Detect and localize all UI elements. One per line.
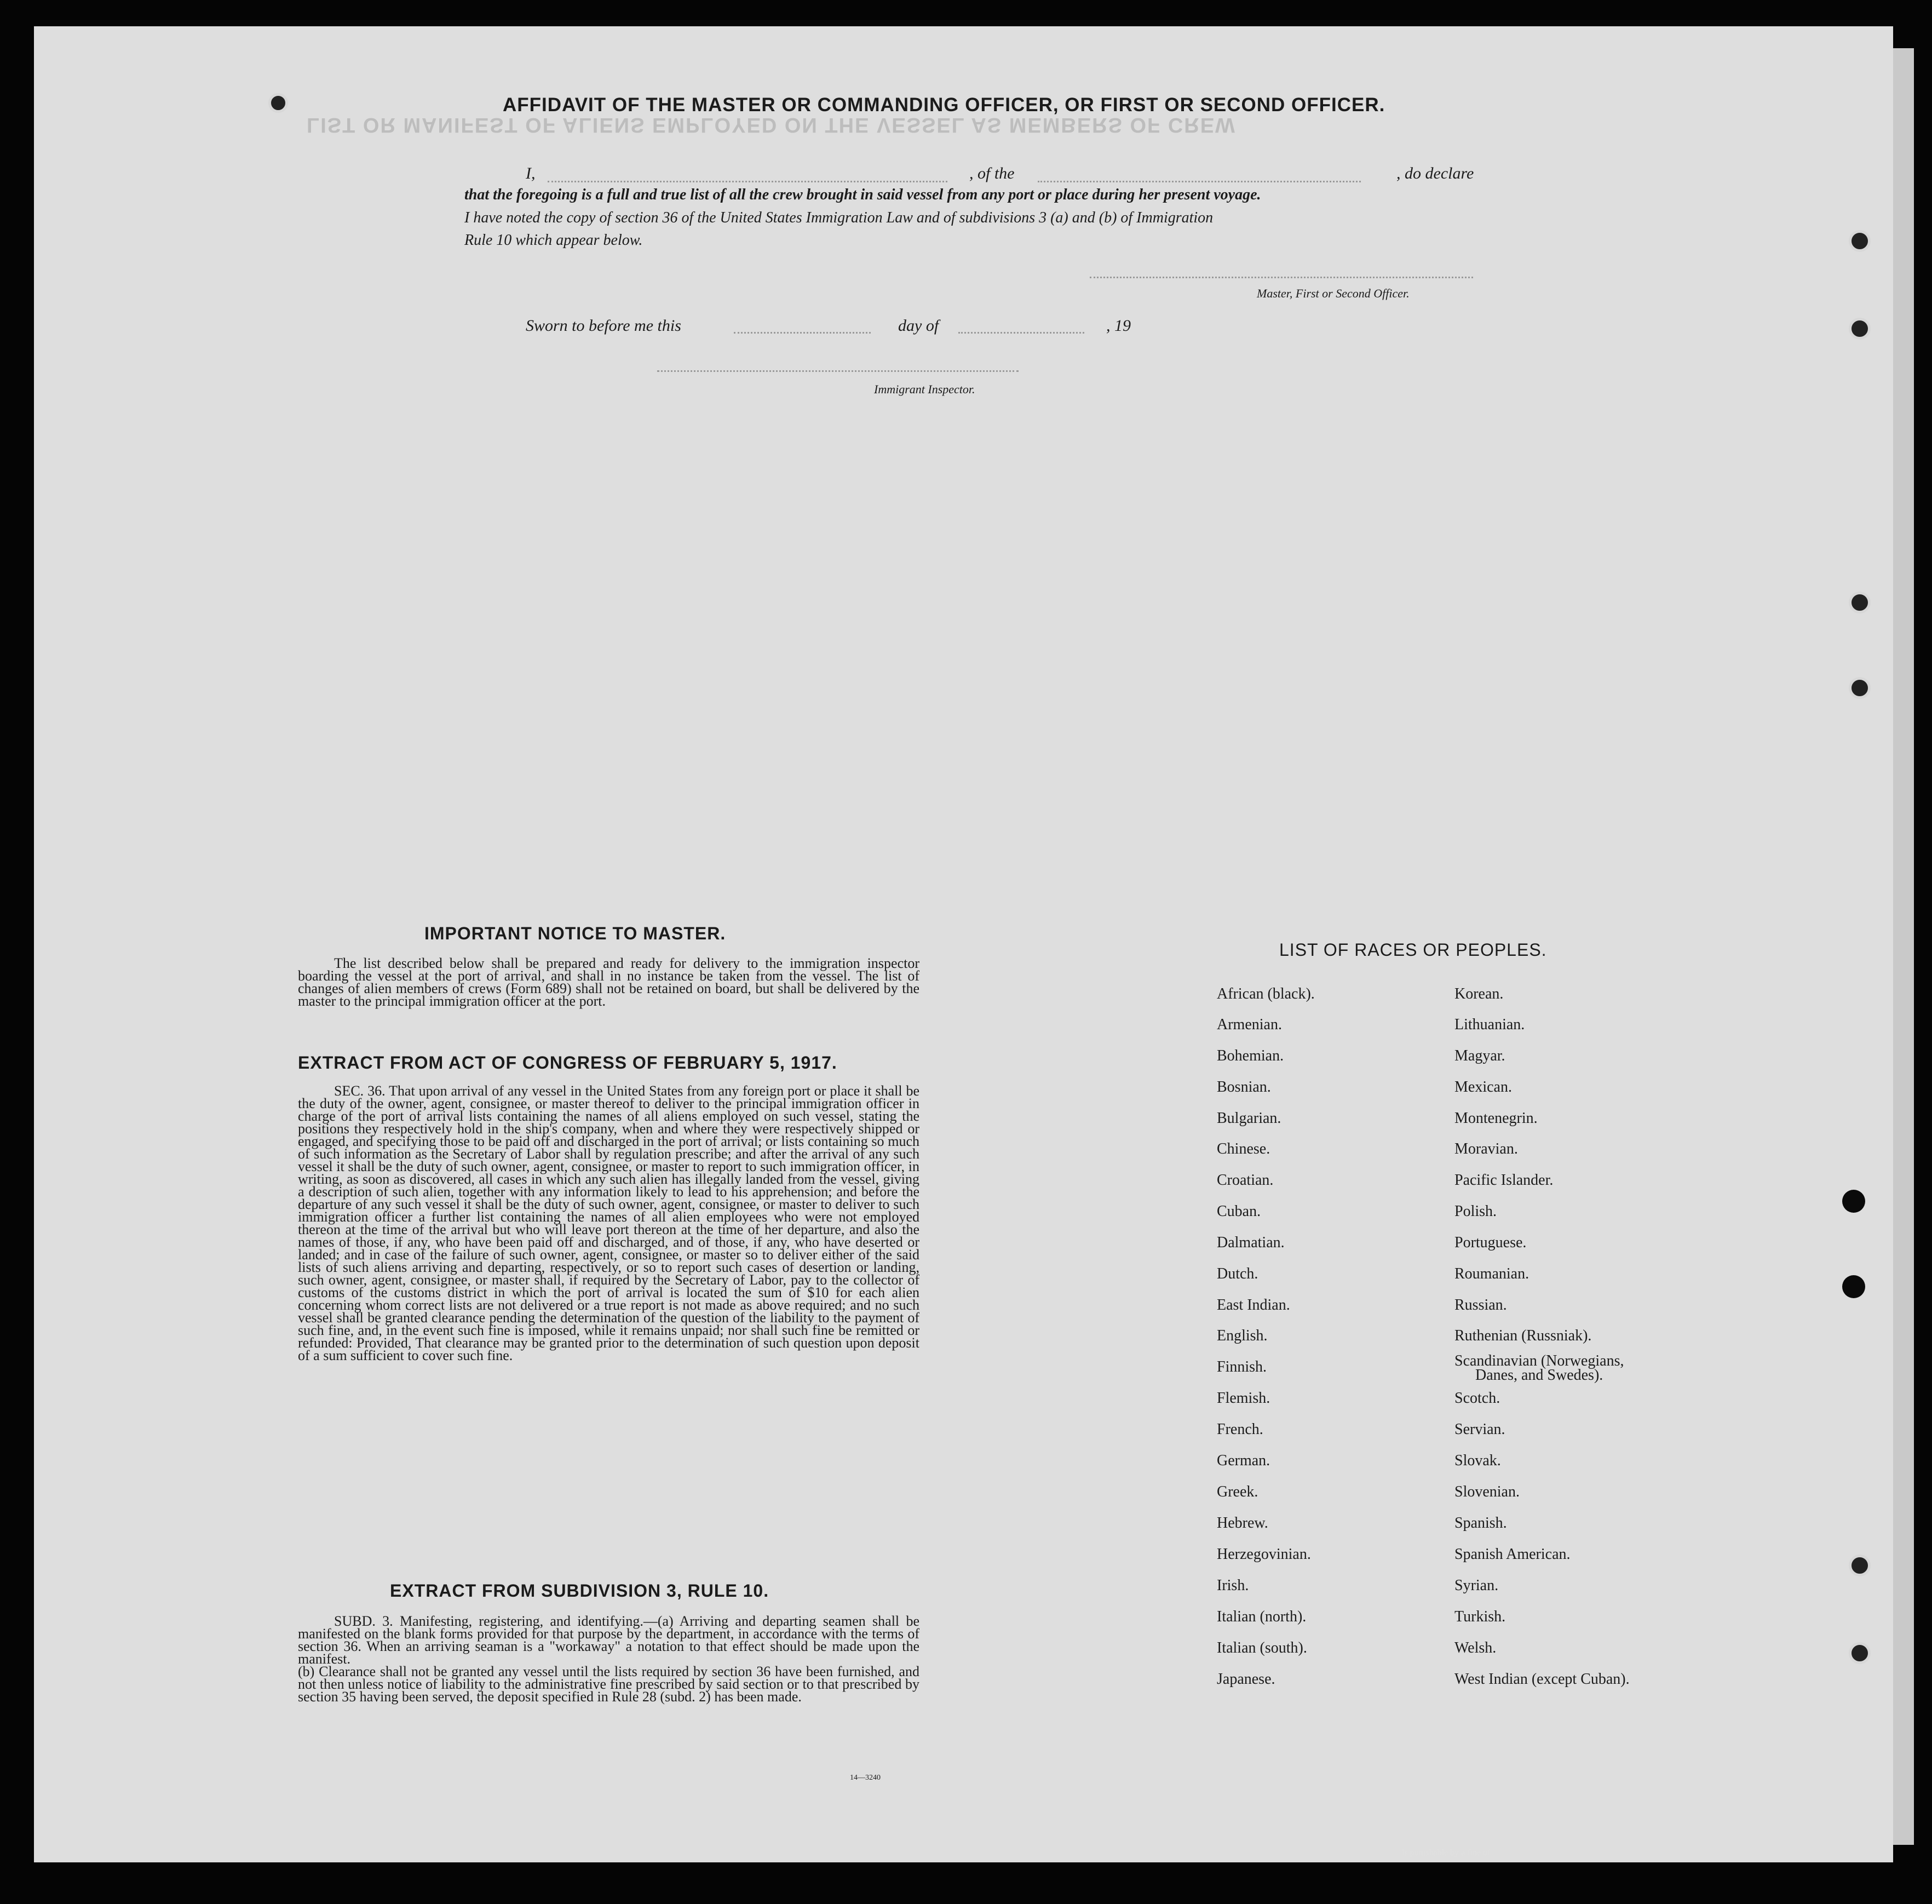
punch-hole [1849, 1555, 1871, 1576]
race-item: Portuguese. [1454, 1234, 1527, 1251]
day-blank [734, 332, 871, 334]
race-item: Japanese. [1217, 1671, 1275, 1688]
race-item: Italian (south). [1217, 1639, 1307, 1656]
races-heading: LIST OF RACES OR PEOPLES. [1279, 940, 1547, 960]
race-item: Armenian. [1217, 1016, 1282, 1033]
race-item: Danes, and Swedes). [1475, 1367, 1603, 1384]
form-number: 14—3240 [850, 1774, 881, 1782]
punch-hole [1849, 230, 1871, 252]
race-item: Polish. [1454, 1203, 1497, 1220]
race-item: East Indian. [1217, 1297, 1290, 1314]
day-of-text: day of [898, 317, 939, 335]
races-left-column [1217, 986, 1447, 1698]
race-item: Slovenian. [1454, 1483, 1520, 1500]
race-item: Welsh. [1454, 1639, 1497, 1656]
race-item: Spanish American. [1454, 1546, 1571, 1563]
punch-hole [1849, 677, 1871, 699]
name-blank [548, 181, 947, 182]
race-item: Flemish. [1217, 1390, 1270, 1407]
race-item: English. [1217, 1327, 1268, 1344]
punch-hole [1849, 592, 1871, 613]
sworn-text: Sworn to before me this [526, 317, 681, 335]
race-item: Herzegovinian. [1217, 1546, 1311, 1563]
affidavit-heading: AFFIDAVIT OF THE MASTER OR COMMANDING OFFICER, OR FIRST OR SECOND OFFICER. [503, 94, 1385, 116]
act-body [298, 1085, 919, 1362]
inspector-signature-line [657, 370, 1019, 372]
mirrored-bleed-title: LIST OR MANIFEST OF ALIENS EMPLOYED ON THE VESSEL AS MEMBERS OF CREW [307, 113, 1236, 136]
signature-caption: Master, First or Second Officer. [1257, 286, 1410, 300]
race-item: Ruthenian (Russniak). [1454, 1327, 1592, 1344]
race-item: Croatian. [1217, 1172, 1274, 1189]
race-item: Finnish. [1217, 1358, 1267, 1375]
race-item: Bulgarian. [1217, 1110, 1281, 1127]
race-item: Chinese. [1217, 1140, 1270, 1157]
races-right-column [1454, 986, 1706, 1698]
act-text: SEC. 36. That upon arrival of any vessel in the United States from any foreign port or place it shall be the duty of the owner, agent, consignee, or master thereof to deliver to the principal immigration officer in charge of the port of arrival lists containing the names of all aliens employed on such vessel, stating the positions they respectively hold in the ship's company, when and where they were respectively shipped or engaged, and specifying those to be paid off and discharged in the port of arrival; or lists containing so much of such information as the Secretary of Labor shall by regulation prescribe; and after the arrival of any such vessel it shall be the duty of such owner, agent, consignee, or master to report to such immigration officer, in writing, as soon as discovered, all cases in which any such alien has illegally landed from the vessel, giving a description of such alien, together with any information likely to lead to his apprehension; and before the departure of any such vessel it shall be the duty of such owner, agent, consignee, or master to deliver to such immigration officer a further list containing the names of all alien employees who were not employed thereon at the time of the arrival but who will leave port thereon at the time of her departure, and also the names of those, if any, who have been paid off and discharged, and of those, if any, who have deserted or landed; and in case of the failure of such owner, agent, consignee, or master so to deliver either of the said lists of such aliens arriving and departing, respectively, or so to report such cases of desertion or landing, such owner, agent, consignee, or master shall, if required by the Secretary of Labor, pay to the collector of customs of the customs district in which the port of arrival is located the sum of $10 for each alien concerning whom correct lists are not delivered or a true report is not made as above required; and no such vessel shall be granted clearance pending the determination of the question of the liability to the payment of such fine, and, in the event such fine is imposed, while it remains unpaid; nor shall such fine be remitted or refunded: Provided, That clearance may be granted prior to the determination of such question upon deposit of a sum sufficient to cover such fine. [298, 1083, 919, 1363]
race-item: Korean. [1454, 985, 1504, 1002]
race-item: Turkish. [1454, 1608, 1506, 1625]
race-item: Spanish. [1454, 1515, 1507, 1532]
race-item: Slovak. [1454, 1452, 1501, 1469]
punch-hole [268, 93, 288, 113]
race-item: Irish. [1217, 1577, 1249, 1594]
race-item: Lithuanian. [1454, 1016, 1525, 1033]
affidavit-line-4: Rule 10 which appear below. [464, 232, 643, 249]
race-item: Russian. [1454, 1297, 1507, 1314]
rule-para-b: (b) Clearance shall not be granted any vessel until the lists required by section 36 have been furnished, and not then unless notice of liability to the administrative fine prescribed by said section or to that prescribed by section 35 having been served, the deposit specified in Rule 28 (subd. 2) has been made. [298, 1664, 919, 1705]
rule-heading: EXTRACT FROM SUBDIVISION 3, RULE 10. [390, 1581, 769, 1601]
notice-text: The list described below shall be prepared and ready for delivery to the immigration inspector boarding the vessel at the port of arrival, and shall in no instance be taken from the vessel. The list of changes of alien members of crews (Form 689) shall not be retained on board, but shall be delivered by the master to the principal immigration officer at the port. [298, 955, 919, 1009]
year-text: , 19 [1106, 317, 1131, 335]
signature-line [1090, 277, 1473, 278]
race-item: Mexican. [1454, 1079, 1512, 1096]
affidavit-line-3: I have noted the copy of section 36 of the United States Immigration Law and of subdivisions 3 (a) and (b) of Immigration [464, 209, 1214, 226]
affidavit-line-1 [526, 164, 1495, 184]
race-item: African (black). [1217, 985, 1315, 1002]
race-item: Bohemian. [1217, 1047, 1284, 1064]
notice-body [298, 957, 919, 1007]
affidavit-line-2: that the foregoing is a full and true list of all the crew brought in said vessel from any port or place during her present voyage. [464, 186, 1261, 203]
month-blank [958, 332, 1084, 334]
race-item: Servian. [1454, 1421, 1505, 1438]
punch-hole [1849, 318, 1871, 340]
race-item: Pacific Islander. [1454, 1172, 1554, 1189]
race-item: Magyar. [1454, 1047, 1505, 1064]
race-item: Syrian. [1454, 1577, 1499, 1594]
inspector-caption: Immigrant Inspector. [874, 382, 975, 396]
rule-body [298, 1615, 919, 1703]
sworn-line [526, 317, 1183, 336]
page-edge-strip [1893, 48, 1914, 1845]
race-item: Bosnian. [1217, 1079, 1271, 1096]
act-heading: EXTRACT FROM ACT OF CONGRESS OF FEBRUARY 5, 1917. [298, 1053, 837, 1073]
race-item: West Indian (except Cuban). [1454, 1671, 1630, 1688]
rule-para-a: SUBD. 3. Manifesting, registering, and identifying.—(a) Arriving and departing seamen shall be manifested on the blank forms provided for that purpose by the department, in accordance with the terms of section 36. When an arriving seaman is a "workaway" a notation to that effect should be made upon the manifest. [298, 1613, 919, 1667]
punch-hole [1849, 1642, 1871, 1664]
race-item: Scandinavian (Norwegians, [1454, 1352, 1624, 1369]
footer-fragment: is punishable by a fine of [1402, 1848, 1491, 1857]
vessel-blank [1038, 181, 1361, 182]
race-item: Italian (north). [1217, 1608, 1307, 1625]
race-item: Dalmatian. [1217, 1234, 1285, 1251]
race-item: Scotch. [1454, 1390, 1500, 1407]
affidavit-of-the: , of the [969, 164, 1015, 182]
notice-heading: IMPORTANT NOTICE TO MASTER. [424, 924, 726, 943]
race-item: Cuban. [1217, 1203, 1261, 1220]
race-item: Roumanian. [1454, 1265, 1530, 1282]
race-item: Moravian. [1454, 1140, 1518, 1157]
affidavit-declare: , do declare [1396, 164, 1474, 182]
affidavit-i: I, [526, 164, 536, 182]
race-item: Montenegrin. [1454, 1110, 1538, 1127]
race-item: Greek. [1217, 1483, 1258, 1500]
race-item: Hebrew. [1217, 1515, 1268, 1532]
punch-hole [1842, 1190, 1865, 1213]
race-item: French. [1217, 1421, 1263, 1438]
punch-hole [1842, 1275, 1865, 1298]
race-item: Dutch. [1217, 1265, 1258, 1282]
race-item: German. [1217, 1452, 1270, 1469]
